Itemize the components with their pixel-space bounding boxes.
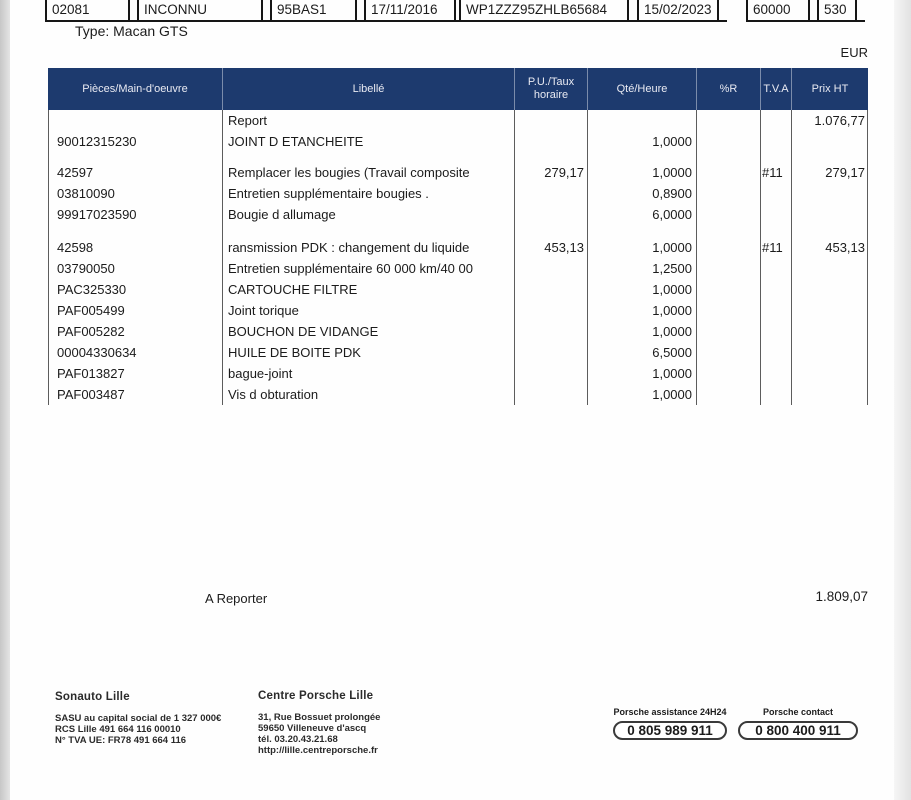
- cell-qte: 1,0000: [652, 240, 692, 255]
- table-row: [48, 162, 868, 183]
- header-libelle: Libellé: [222, 68, 514, 110]
- cell-r: [696, 162, 760, 183]
- table-border-left: [48, 110, 49, 405]
- cell-libelle: Remplacer les bougies (Travail composite: [228, 165, 470, 180]
- company-name: Sonauto Lille: [55, 691, 130, 703]
- scan-edge-right: [894, 0, 911, 800]
- cell-r: [696, 384, 760, 405]
- a-reporter-value: 1.809,07: [815, 589, 868, 604]
- cell-r: [696, 131, 760, 152]
- dealer-city-line: 59650 Villeneuve d'ascq: [258, 723, 367, 734]
- cell-qte: 1,2500: [652, 261, 692, 276]
- cell-pu: [514, 258, 587, 279]
- cell-qte: 0,8900: [652, 186, 692, 201]
- cell-prix: 453,13: [825, 240, 865, 255]
- cell-tva: [760, 279, 791, 300]
- cell-qte: 1,0000: [652, 282, 692, 297]
- cell-libelle: ransmission PDK : changement du liquide: [228, 240, 470, 255]
- field-mileage: 60000: [746, 0, 810, 20]
- column-divider: [587, 110, 588, 405]
- header-tva: T.V.A: [760, 68, 791, 110]
- cell-tva: [760, 342, 791, 363]
- cell-piece: [48, 110, 222, 131]
- column-divider: [760, 110, 761, 405]
- dealer-phone-line: tél. 03.20.43.21.68: [258, 734, 338, 745]
- cell-piece: PAC325330: [57, 282, 127, 297]
- field-order-number: 02081: [45, 0, 130, 20]
- table-row: [48, 342, 868, 363]
- cell-prix: [791, 300, 868, 321]
- cell-prix: 279,17: [825, 165, 865, 180]
- cell-libelle: JOINT D ETANCHEITE: [228, 134, 364, 149]
- cell-pu: [514, 321, 587, 342]
- cell-piece: 42598: [57, 240, 94, 255]
- cell-tva: [760, 204, 791, 225]
- field-customer: INCONNU: [137, 0, 263, 20]
- cell-pu: [514, 363, 587, 384]
- cell-piece: 90012315230: [57, 134, 137, 149]
- cell-prix: [791, 321, 868, 342]
- dealer-name: Centre Porsche Lille: [258, 690, 374, 702]
- cell-pu: 453,13: [544, 240, 584, 255]
- cell-pu: 279,17: [544, 165, 584, 180]
- header-remise: %R: [696, 68, 760, 110]
- field-plate: 95BAS1: [270, 0, 357, 20]
- cell-prix: [791, 384, 868, 405]
- cell-qte: [587, 110, 696, 131]
- table-row: [48, 384, 868, 405]
- cell-r: [696, 342, 760, 363]
- cell-libelle: HUILE DE BOITE PDK: [228, 345, 361, 360]
- cell-qte: 1,0000: [652, 324, 692, 339]
- vehicle-type-label: Type: Macan GTS: [75, 23, 188, 39]
- header-qte-heure: Qté/Heure: [587, 68, 696, 110]
- cell-prix: [791, 183, 868, 204]
- cell-qte: 1,0000: [652, 134, 692, 149]
- cell-pu: [514, 279, 587, 300]
- dealer-website-line: http://lille.centreporsche.fr: [258, 745, 378, 756]
- field-date: 15/02/2023: [637, 0, 719, 20]
- cell-prix: [791, 204, 868, 225]
- table-row: [48, 110, 868, 131]
- company-rcs-line: RCS Lille 491 664 116 00010: [55, 724, 181, 735]
- cell-qte: 1,0000: [652, 387, 692, 402]
- table-row: [48, 183, 868, 204]
- field-vin: WP1ZZZ95ZHLB65684: [459, 0, 629, 20]
- cell-libelle: Entretien supplémentaire bougies .: [228, 186, 429, 201]
- cell-libelle: bague-joint: [228, 366, 293, 381]
- cell-tva: [760, 258, 791, 279]
- invoice-table-body: [48, 110, 868, 405]
- cell-piece: 99917023590: [57, 207, 137, 222]
- cell-prix: 1.076,77: [814, 113, 865, 128]
- cell-libelle: Report: [228, 113, 268, 128]
- header-pieces: Pièces/Main-d'oeuvre: [82, 82, 188, 95]
- contact-label: Porsche contact: [762, 707, 834, 717]
- field-first-reg-date: 17/11/2016: [364, 0, 456, 20]
- cell-libelle: Joint torique: [228, 303, 299, 318]
- cell-prix: [791, 258, 868, 279]
- a-reporter-label: A Reporter: [205, 591, 268, 606]
- cell-pu: [514, 342, 587, 363]
- table-border-right: [867, 110, 868, 405]
- cell-qte: 6,5000: [652, 345, 692, 360]
- cell-piece: PAF005499: [57, 303, 125, 318]
- header-pu-taux: P.U./Taux horaire: [514, 68, 587, 110]
- cell-qte: 6,0000: [652, 207, 692, 222]
- cell-libelle: Vis d obturation: [228, 387, 319, 402]
- cell-qte: 1,0000: [652, 366, 692, 381]
- cell-tva: [760, 110, 791, 131]
- cell-qte: 1,0000: [652, 165, 692, 180]
- cell-tva: [760, 300, 791, 321]
- column-divider: [696, 110, 697, 405]
- cell-r: [696, 363, 760, 384]
- cell-qte: 1,0000: [652, 303, 692, 318]
- cell-r: [696, 110, 760, 131]
- cell-piece: PAF003487: [57, 387, 125, 402]
- cell-tva: [760, 384, 791, 405]
- cell-libelle: BOUCHON DE VIDANGE: [228, 324, 379, 339]
- assistance-label: Porsche assistance 24H24: [613, 707, 727, 717]
- cell-r: [696, 321, 760, 342]
- contact-phone-block: [738, 707, 858, 740]
- invoice-table: [48, 68, 868, 405]
- header-prix-ht: Prix HT: [791, 68, 868, 110]
- cell-pu: [514, 384, 587, 405]
- cell-piece: 03790050: [57, 261, 115, 276]
- assistance-phone-pill: 0 805 989 911: [613, 721, 727, 740]
- cell-tva: #11: [762, 165, 783, 180]
- cell-tva: [760, 363, 791, 384]
- column-divider: [514, 110, 515, 405]
- cell-prix: [791, 131, 868, 152]
- cell-pu: [514, 131, 587, 152]
- cell-r: [696, 204, 760, 225]
- table-row: [48, 131, 868, 152]
- cell-tva: [760, 321, 791, 342]
- column-divider: [222, 110, 223, 405]
- cell-prix: [791, 279, 868, 300]
- cell-libelle: CARTOUCHE FILTRE: [228, 282, 358, 297]
- table-row: [48, 237, 868, 258]
- invoice-table-header: [48, 68, 868, 110]
- cell-tva: [760, 183, 791, 204]
- table-row: [48, 279, 868, 300]
- cell-tva: [760, 131, 791, 152]
- table-row: [48, 204, 868, 225]
- table-row: [48, 258, 868, 279]
- scan-edge-left: [0, 0, 10, 800]
- footer-company-block: [55, 691, 221, 746]
- company-tva-line: N° TVA UE: FR78 491 664 116: [55, 735, 187, 746]
- currency-label: EUR: [840, 45, 868, 60]
- cell-pu: [514, 110, 587, 131]
- cell-r: [696, 279, 760, 300]
- table-row: [48, 321, 868, 342]
- cell-piece: 00004330634: [57, 345, 137, 360]
- cell-r: [696, 183, 760, 204]
- column-divider: [791, 110, 792, 405]
- dealer-street-line: 31, Rue Bossuet prolongée: [258, 712, 381, 723]
- cell-r: [696, 258, 760, 279]
- table-row: [48, 300, 868, 321]
- cell-prix: [791, 342, 868, 363]
- cell-pu: [514, 204, 587, 225]
- assistance-phone-block: [613, 707, 727, 740]
- cell-piece: PAF005282: [57, 324, 125, 339]
- company-legal-line: SASU au capital social de 1 327 000€: [55, 713, 222, 724]
- cell-piece: 03810090: [57, 186, 115, 201]
- cell-tva: #11: [762, 240, 783, 255]
- cell-pu: [514, 300, 587, 321]
- cell-pu: [514, 183, 587, 204]
- cell-prix: [791, 363, 868, 384]
- cell-libelle: Entretien supplémentaire 60 000 km/40 00: [228, 261, 473, 276]
- cell-piece: PAF013827: [57, 366, 125, 381]
- footer-dealer-block: [258, 690, 380, 756]
- cell-r: [696, 300, 760, 321]
- contact-phone-pill: 0 800 400 911: [738, 721, 858, 740]
- table-row: [48, 363, 868, 384]
- cell-piece: 42597: [57, 165, 94, 180]
- cell-r: [696, 237, 760, 258]
- field-code: 530: [817, 0, 857, 20]
- cell-libelle: Bougie d allumage: [228, 207, 336, 222]
